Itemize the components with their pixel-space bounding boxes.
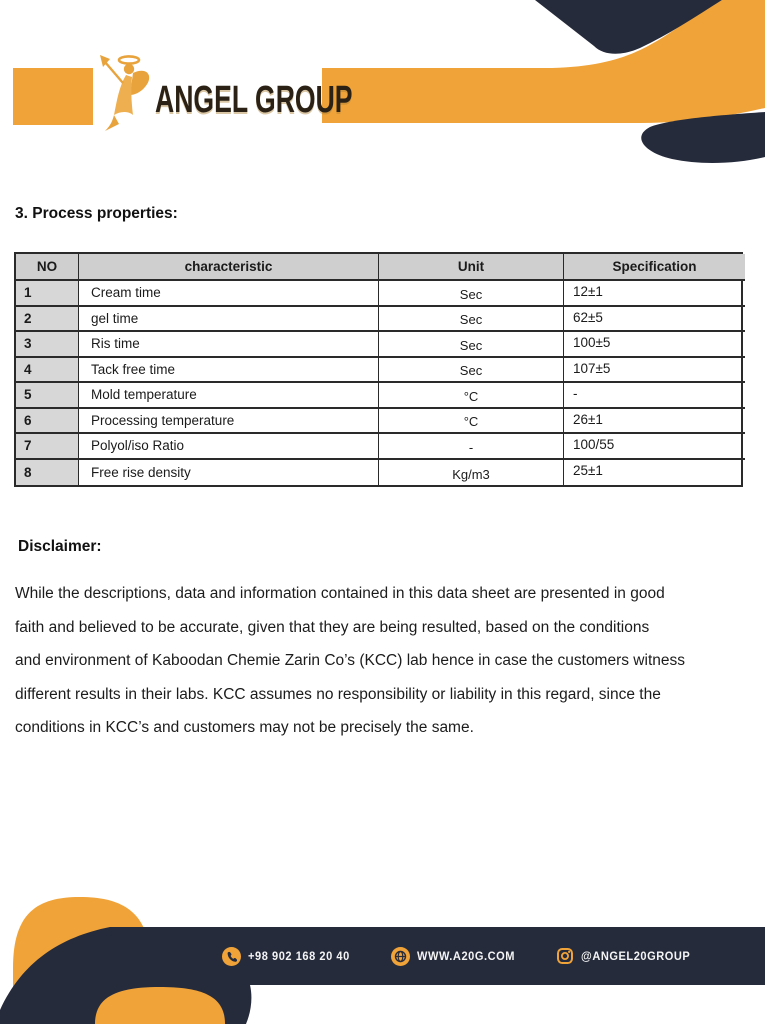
- disclaimer-line: While the descriptions, data and information contained in this data sheet are presented in good: [15, 585, 665, 602]
- table-cell-specification: 25±1: [573, 462, 603, 478]
- table-cell-unit: -: [379, 434, 564, 460]
- table-cell-characteristic: Ris time: [79, 332, 379, 358]
- table-cell-unit: °C: [379, 383, 564, 409]
- table-cell-no: 1: [16, 281, 79, 307]
- footer-contact-row: [222, 945, 700, 967]
- table-cell-specification: 62±5: [564, 307, 745, 333]
- footer-phone-number: +98 902 168 20 40: [248, 949, 350, 963]
- table-cell-no: 3: [16, 332, 79, 358]
- table-cell-specification: 100/55: [564, 434, 745, 460]
- table-cell-characteristic: Polyol/iso Ratio: [79, 434, 379, 460]
- table-header-unit: Unit: [379, 254, 564, 281]
- table-cell-specification: 107±5: [564, 358, 745, 384]
- table-cell-characteristic: Processing temperature: [79, 409, 379, 435]
- logo-square: [13, 68, 93, 125]
- footer-instagram-handle: @ANGEL20GROUP: [581, 949, 691, 963]
- table-cell-characteristic: Mold temperature: [79, 383, 379, 409]
- table-cell-characteristic: gel time: [79, 307, 379, 333]
- table-cell-no: 5: [16, 383, 79, 409]
- table-cell-specification: 26±1: [564, 409, 745, 435]
- table-header-characteristic: characteristic: [79, 254, 379, 281]
- table-cell-unit: Kg/m3: [379, 460, 564, 486]
- table-header-specification: Specification: [564, 254, 745, 281]
- table-cell-specification: 12±1: [564, 281, 745, 307]
- footer-website-url: WWW.A20G.COM: [417, 949, 516, 963]
- brand-wordmark: ANGEL GROUP: [155, 79, 353, 121]
- table-cell-unit: Sec: [379, 358, 564, 384]
- table-cell-unit: Sec: [379, 332, 564, 358]
- table-cell-no: 4: [16, 358, 79, 384]
- disclaimer-heading: Disclaimer:: [18, 538, 102, 555]
- disclaimer-line: conditions in KCC’s and customers may not be precisely the same.: [15, 719, 474, 736]
- table-cell-specification: -: [564, 383, 745, 409]
- disclaimer-line: faith and believed to be accurate, given that they are being resulted, based on the conditions: [15, 618, 650, 636]
- disclaimer-line: different results in their labs. KCC assumes no responsibility or liability in this regard, since the: [15, 685, 661, 703]
- process-properties-table: [14, 252, 743, 487]
- section-heading: 3. Process properties:: [15, 205, 178, 222]
- table-cell-characteristic: Tack free time: [79, 358, 379, 384]
- table-cell-characteristic: Free rise density: [79, 460, 379, 486]
- phone-icon: [222, 947, 241, 966]
- table-cell-specification: 100±5: [564, 332, 745, 358]
- globe-icon: [391, 947, 410, 966]
- header-orange-swoosh: [322, 0, 765, 123]
- table-cell-characteristic: Cream time: [79, 281, 379, 307]
- table-cell-no: 8: [16, 460, 79, 486]
- footer-website: [391, 947, 524, 966]
- footer-instagram: [556, 947, 700, 965]
- table-cell-unit: °C: [379, 409, 564, 435]
- disclaimer-paragraph: [15, 577, 745, 745]
- table-cell-unit: Sec: [379, 281, 564, 307]
- table-cell-unit: Sec: [379, 307, 564, 333]
- table-cell-no: 7: [16, 434, 79, 460]
- footer-phone: [222, 947, 359, 966]
- disclaimer-line: and environment of Kaboodan Chemie Zarin Co’s (KCC) lab hence in case the customers witness: [15, 652, 685, 669]
- instagram-icon: [556, 947, 574, 965]
- table-cell-no: 2: [16, 307, 79, 333]
- table-cell-no: 6: [16, 409, 79, 435]
- table-header-no: NO: [16, 254, 79, 281]
- angel-logo-icon: [92, 52, 156, 132]
